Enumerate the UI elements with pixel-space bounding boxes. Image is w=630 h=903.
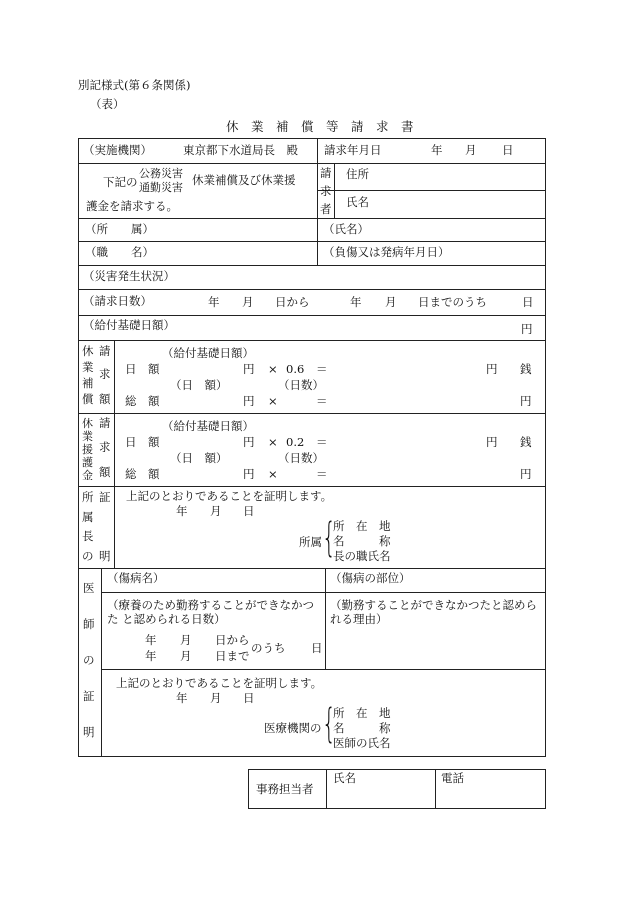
days-unit: 日 — [311, 641, 323, 655]
from-day: 日から — [275, 295, 310, 309]
side-char: 休 — [82, 417, 93, 430]
equals-sign: ＝ — [316, 435, 328, 449]
divider — [78, 163, 546, 164]
position-label: （職 名） — [85, 245, 154, 259]
yen-unit: 円 — [243, 435, 255, 449]
disease-site-label: （傷病の部位） — [330, 571, 411, 585]
divider — [78, 486, 546, 487]
injury-date-label: （負傷又は発病年月日） — [323, 245, 450, 259]
reason-label-2: れる理由） — [330, 612, 388, 626]
divider — [78, 241, 546, 242]
disease-name-label: （傷病名） — [107, 571, 165, 585]
unable-days-label-2: た と認められる日数） — [107, 612, 226, 626]
claimant-char: 者 — [320, 202, 332, 216]
public-disaster: 公務災害 — [139, 167, 183, 180]
divider — [317, 218, 318, 266]
affiliation-label: （所 属） — [85, 222, 154, 236]
side-char: の — [83, 653, 95, 667]
side-char: 休 — [82, 344, 94, 358]
sen-unit: 銭 — [520, 362, 532, 376]
side-char: 請 — [99, 416, 111, 430]
equals-sign: ＝ — [316, 467, 328, 481]
contact-border-top — [248, 769, 546, 770]
brace-icon: { — [322, 515, 336, 561]
year-label: 年 — [431, 143, 443, 157]
total-label: 総 額 — [125, 467, 160, 481]
contact-name-label: 氏名 — [333, 771, 356, 785]
addressee: 東京都下水道局長 殿 — [183, 143, 298, 157]
times-sign: × — [268, 467, 278, 481]
claim-prefix: 下記の — [103, 175, 138, 189]
unable-days-label-1: （療養のため勤務することができなかつ — [107, 598, 314, 612]
reason-label-1: （勤務することができなかつたと認めら — [330, 598, 537, 612]
days-unit: 日 — [522, 295, 534, 309]
total-label: 総 額 — [125, 394, 160, 408]
table-border-top — [78, 138, 546, 139]
doctor-statement: 上記のとおりであることを証明します。 — [116, 676, 323, 690]
org-label: 所属 — [299, 535, 322, 549]
yen-unit: 円 — [486, 435, 498, 449]
side-char: 援 — [82, 443, 93, 456]
side-label: （表） — [90, 97, 125, 111]
side-char: 求 — [99, 440, 111, 454]
staff-label: 事務担当者 — [256, 782, 314, 796]
claimant-char: 請 — [320, 166, 332, 180]
table-border-bottom — [78, 756, 546, 757]
of-which-label: のうち — [251, 641, 286, 655]
divider — [114, 340, 115, 568]
times-sign: × — [268, 394, 278, 408]
contact-border-right — [545, 769, 546, 809]
claim-body-1: 休業補償及び休業援 — [192, 173, 296, 187]
daily-label: 日 額 — [125, 435, 160, 449]
disaster-status-label: （災害発生状況） — [83, 269, 175, 283]
divider — [317, 138, 318, 219]
equals-sign: ＝ — [316, 362, 328, 376]
divider — [78, 218, 546, 219]
rate-value: 0.6 — [286, 362, 305, 376]
divider — [78, 289, 546, 290]
request-days-label: （請求日数） — [83, 294, 152, 308]
side-char: 償 — [82, 392, 94, 406]
side-char: 請 — [99, 344, 111, 358]
table-border-right — [545, 138, 546, 757]
institution-label: 医療機関の — [264, 721, 322, 735]
day-label: 日 — [243, 504, 255, 518]
institution-name-label: 名 称 — [333, 721, 391, 735]
from-day: 日から — [215, 633, 250, 647]
divider — [78, 315, 546, 316]
claim-body-2: 護金を請求する。 — [86, 199, 178, 213]
side-char: 証 — [99, 490, 111, 504]
head-statement: 上記のとおりであることを証明します。 — [126, 489, 333, 503]
yen-unit: 円 — [243, 394, 255, 408]
side-char: 証 — [83, 689, 95, 703]
divider — [101, 568, 102, 757]
rate-value: 0.2 — [286, 435, 305, 449]
divider — [78, 340, 546, 341]
divider — [326, 769, 327, 809]
yen-unit: 円 — [520, 467, 532, 481]
head-name-label: 長の職氏名 — [333, 549, 391, 563]
month-label: 月 — [210, 691, 222, 705]
side-char: 明 — [99, 549, 111, 563]
yen-unit: 円 — [521, 322, 533, 336]
side-char: の — [82, 549, 94, 563]
month-label: 月 — [210, 504, 222, 518]
side-char: 所 — [82, 490, 94, 504]
equals-sign: ＝ — [316, 394, 328, 408]
days-paren: （日数） — [278, 378, 324, 392]
day-label: 日 — [502, 143, 514, 157]
side-char: 属 — [82, 510, 94, 524]
form-reference: 別記様式(第６条関係) — [78, 78, 191, 92]
base-daily-label: （給付基礎日額） — [83, 318, 175, 332]
divider — [101, 669, 546, 670]
claimant-char: 求 — [320, 184, 332, 198]
side-char: 額 — [99, 465, 111, 479]
year-label: 年 — [176, 504, 188, 518]
from-month: 月 — [242, 295, 254, 309]
base-label: （給付基礎日額） — [162, 419, 254, 433]
table-border-left — [78, 138, 79, 757]
divider — [334, 163, 335, 219]
to-month: 月 — [180, 649, 192, 663]
times-sign: × — [268, 362, 278, 376]
doctor-name-label: 医師の氏名 — [333, 736, 391, 750]
divider — [78, 568, 546, 569]
divider — [78, 265, 546, 266]
daily-paren: （日 額） — [170, 451, 228, 465]
times-sign: × — [268, 435, 278, 449]
to-year: 年 — [350, 295, 362, 309]
side-char: 業 — [82, 430, 93, 443]
claimant-name-label: 氏名 — [346, 195, 369, 209]
contact-phone-label: 電話 — [441, 771, 464, 785]
to-day: 日までのうち — [418, 295, 487, 309]
base-label: （給付基礎日額） — [162, 346, 254, 360]
yen-unit: 円 — [243, 467, 255, 481]
to-month: 月 — [385, 295, 397, 309]
yen-unit: 円 — [520, 394, 532, 408]
divider — [435, 769, 436, 809]
from-year: 年 — [208, 295, 220, 309]
daily-label: 日 額 — [125, 362, 160, 376]
location-label: 所 在 地 — [333, 519, 391, 533]
side-char: 明 — [83, 725, 95, 739]
side-char: 医 — [83, 581, 95, 595]
contact-border-bottom — [248, 808, 546, 809]
claimant-address-label: 住所 — [346, 167, 369, 181]
page-title: 休 業 補 償 等 請 求 書 — [226, 119, 414, 134]
to-day: 日まで — [215, 649, 250, 663]
divider — [325, 568, 326, 670]
to-year: 年 — [145, 649, 157, 663]
sen-unit: 銭 — [520, 435, 532, 449]
side-char: 長 — [82, 529, 94, 543]
divider — [78, 413, 546, 414]
side-char: 業 — [82, 360, 94, 374]
name-label: （氏名） — [323, 222, 369, 236]
request-date-label: 請求年月日 — [324, 143, 382, 157]
year-label: 年 — [176, 691, 188, 705]
org-name-label: 名 称 — [333, 534, 391, 548]
divider — [101, 592, 546, 593]
month-label: 月 — [465, 143, 477, 157]
side-char: 求 — [99, 367, 111, 381]
day-label: 日 — [243, 691, 255, 705]
yen-unit: 円 — [486, 362, 498, 376]
side-char: 師 — [83, 617, 95, 631]
yen-unit: 円 — [243, 362, 255, 376]
contact-border-left — [248, 769, 249, 809]
commute-disaster: 通勤災害 — [139, 181, 183, 194]
from-month: 月 — [180, 633, 192, 647]
daily-paren: （日 額） — [170, 378, 228, 392]
divider — [317, 190, 546, 191]
side-char: 補 — [82, 376, 94, 390]
location-label: 所 在 地 — [333, 706, 391, 720]
side-char: 護 — [82, 456, 93, 469]
days-paren: （日数） — [278, 451, 324, 465]
side-char: 金 — [82, 469, 93, 482]
from-year: 年 — [145, 633, 157, 647]
agency-label: （実施機関） — [83, 143, 152, 157]
side-char: 額 — [99, 392, 111, 406]
brace-icon: { — [322, 701, 336, 747]
